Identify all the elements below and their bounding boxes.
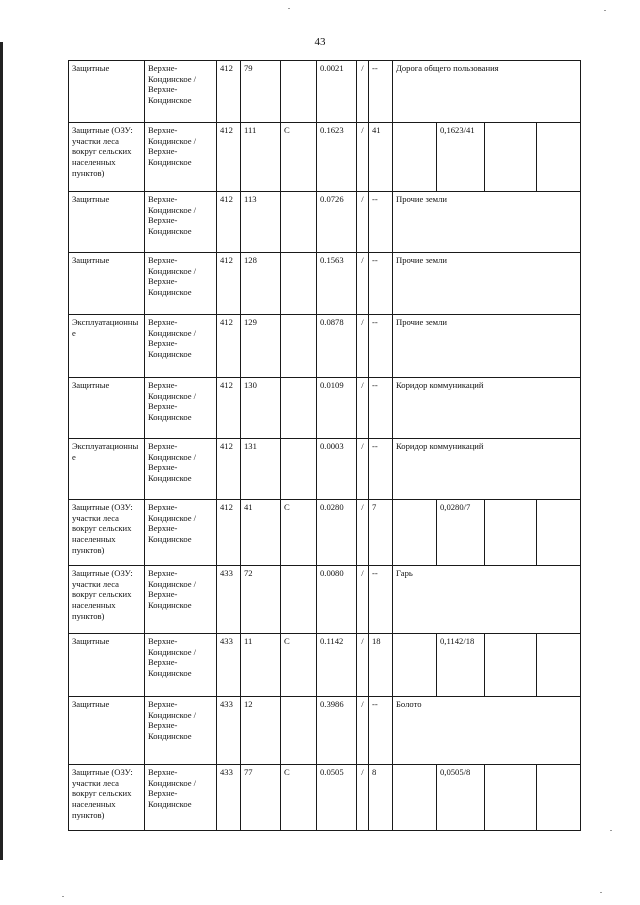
cell-forest-purpose: Защитные: [69, 697, 145, 765]
cell-forestry: Верхне-Кондинское / Верхне-Кондинское: [145, 253, 217, 315]
cell-land-type: Прочие земли: [393, 192, 581, 253]
cell-empty: [393, 634, 437, 697]
cell-forestry: Верхне-Кондинское / Верхне-Кондинское: [145, 634, 217, 697]
cell-quarter: 412: [217, 253, 241, 315]
cell-area: 0.0505: [317, 765, 357, 831]
cell-land-type: Прочие земли: [393, 253, 581, 315]
cell-land-type: Прочие земли: [393, 315, 581, 378]
cell-quarter: 412: [217, 61, 241, 123]
cell-quarter: 433: [217, 697, 241, 765]
cell-forest-purpose: Защитные: [69, 61, 145, 123]
cell-quarter: 412: [217, 315, 241, 378]
cell-forestry: Верхне-Кондинское / Верхне-Кондинское: [145, 192, 217, 253]
cell-mark: [281, 253, 317, 315]
table-row: [69, 634, 581, 697]
cell-plot: 72: [241, 566, 281, 634]
cell-separator: /: [357, 765, 369, 831]
cell-plot: 128: [241, 253, 281, 315]
cell-forestry: Верхне-Кондинское / Верхне-Кондинское: [145, 500, 217, 566]
cell-number: 7: [369, 500, 393, 566]
cell-plot: 11: [241, 634, 281, 697]
table-row: [69, 378, 581, 439]
cell-forestry: Верхне-Кондинское / Верхне-Кондинское: [145, 439, 217, 500]
cell-separator: /: [357, 378, 369, 439]
cell-number: --: [369, 253, 393, 315]
cell-plot: 131: [241, 439, 281, 500]
cell-number: 18: [369, 634, 393, 697]
scan-left-edge: [0, 42, 3, 860]
cell-share: 0,1623/41: [437, 123, 485, 192]
cell-forestry: Верхне-Кондинское / Верхне-Кондинское: [145, 765, 217, 831]
cell-quarter: 412: [217, 500, 241, 566]
cell-mark: [281, 61, 317, 123]
cell-area: 0.1142: [317, 634, 357, 697]
table-row: [69, 765, 581, 831]
cell-mark: С: [281, 500, 317, 566]
cell-area: 0.0109: [317, 378, 357, 439]
cell-plot: 12: [241, 697, 281, 765]
scan-speck: [610, 830, 612, 831]
cell-plot: 113: [241, 192, 281, 253]
cell-empty: [393, 123, 437, 192]
scan-speck: [288, 8, 290, 9]
cell-forestry: Верхне-Кондинское / Верхне-Кондинское: [145, 566, 217, 634]
cell-forestry: Верхне-Кондинское / Верхне-Кондинское: [145, 378, 217, 439]
cell-forestry: Верхне-Кондинское / Верхне-Кондинское: [145, 123, 217, 192]
cell-empty: [485, 500, 537, 566]
table-row: [69, 253, 581, 315]
forest-plot-table: [68, 60, 581, 831]
cell-mark: С: [281, 765, 317, 831]
table-row: [69, 566, 581, 634]
cell-forest-purpose: Защитные (ОЗУ: участки леса вокруг сельских населенных пунктов): [69, 566, 145, 634]
cell-area: 0.0021: [317, 61, 357, 123]
cell-share: 0,1142/18: [437, 634, 485, 697]
cell-area: 0.1623: [317, 123, 357, 192]
cell-area: 0.1563: [317, 253, 357, 315]
scan-speck: [604, 10, 606, 11]
cell-number: --: [369, 439, 393, 500]
cell-area: 0.3986: [317, 697, 357, 765]
cell-empty: [537, 500, 581, 566]
cell-number: --: [369, 697, 393, 765]
cell-forestry: Верхне-Кондинское / Верхне-Кондинское: [145, 61, 217, 123]
table-row: [69, 500, 581, 566]
cell-empty: [485, 123, 537, 192]
cell-mark: [281, 697, 317, 765]
cell-separator: /: [357, 61, 369, 123]
cell-forest-purpose: Защитные (ОЗУ: участки леса вокруг сельских населенных пунктов): [69, 123, 145, 192]
table-row: [69, 315, 581, 378]
cell-mark: [281, 439, 317, 500]
cell-number: --: [369, 192, 393, 253]
table-row: [69, 192, 581, 253]
cell-number: 8: [369, 765, 393, 831]
cell-forest-purpose: Защитные (ОЗУ: участки леса вокруг сельских населенных пунктов): [69, 765, 145, 831]
cell-mark: С: [281, 634, 317, 697]
cell-number: --: [369, 315, 393, 378]
cell-empty: [393, 765, 437, 831]
cell-empty: [485, 765, 537, 831]
cell-separator: /: [357, 634, 369, 697]
cell-separator: /: [357, 192, 369, 253]
cell-share: 0,0505/8: [437, 765, 485, 831]
cell-separator: /: [357, 566, 369, 634]
cell-forest-purpose: Защитные: [69, 378, 145, 439]
table-row: [69, 61, 581, 123]
cell-area: 0.0003: [317, 439, 357, 500]
scan-speck: [62, 896, 64, 897]
cell-empty: [485, 634, 537, 697]
cell-quarter: 412: [217, 439, 241, 500]
cell-forest-purpose: Защитные: [69, 634, 145, 697]
cell-area: 0.0878: [317, 315, 357, 378]
scan-speck: [600, 892, 602, 893]
cell-mark: [281, 566, 317, 634]
cell-separator: /: [357, 253, 369, 315]
cell-separator: /: [357, 500, 369, 566]
cell-forest-purpose: Защитные: [69, 192, 145, 253]
cell-forestry: Верхне-Кондинское / Верхне-Кондинское: [145, 315, 217, 378]
table-row: [69, 123, 581, 192]
cell-forestry: Верхне-Кондинское / Верхне-Кондинское: [145, 697, 217, 765]
cell-land-type: Коридор коммуникаций: [393, 439, 581, 500]
cell-number: --: [369, 61, 393, 123]
cell-quarter: 412: [217, 123, 241, 192]
cell-mark: С: [281, 123, 317, 192]
cell-area: 0.0726: [317, 192, 357, 253]
cell-number: 41: [369, 123, 393, 192]
cell-land-type: Болото: [393, 697, 581, 765]
cell-land-type: Дорога общего пользования: [393, 61, 581, 123]
cell-share: 0,0280/7: [437, 500, 485, 566]
cell-quarter: 433: [217, 634, 241, 697]
table-row: [69, 697, 581, 765]
cell-mark: [281, 192, 317, 253]
cell-mark: [281, 378, 317, 439]
cell-number: --: [369, 566, 393, 634]
cell-empty: [393, 500, 437, 566]
cell-separator: /: [357, 315, 369, 378]
cell-empty: [537, 123, 581, 192]
cell-land-type: Гарь: [393, 566, 581, 634]
cell-area: 0.0280: [317, 500, 357, 566]
cell-area: 0.0080: [317, 566, 357, 634]
cell-empty: [537, 634, 581, 697]
cell-quarter: 412: [217, 192, 241, 253]
cell-quarter: 433: [217, 566, 241, 634]
cell-forest-purpose: Эксплуатационные: [69, 439, 145, 500]
cell-number: --: [369, 378, 393, 439]
cell-land-type: Коридор коммуникаций: [393, 378, 581, 439]
cell-plot: 77: [241, 765, 281, 831]
cell-plot: 41: [241, 500, 281, 566]
page-number: 43: [314, 36, 326, 48]
cell-quarter: 433: [217, 765, 241, 831]
cell-mark: [281, 315, 317, 378]
cell-forest-purpose: Эксплуатационные: [69, 315, 145, 378]
cell-plot: 111: [241, 123, 281, 192]
cell-plot: 129: [241, 315, 281, 378]
cell-forest-purpose: Защитные (ОЗУ: участки леса вокруг сельских населенных пунктов): [69, 500, 145, 566]
cell-plot: 130: [241, 378, 281, 439]
cell-separator: /: [357, 697, 369, 765]
cell-empty: [537, 765, 581, 831]
cell-forest-purpose: Защитные: [69, 253, 145, 315]
cell-separator: /: [357, 123, 369, 192]
cell-separator: /: [357, 439, 369, 500]
cell-plot: 79: [241, 61, 281, 123]
table-row: [69, 439, 581, 500]
cell-quarter: 412: [217, 378, 241, 439]
